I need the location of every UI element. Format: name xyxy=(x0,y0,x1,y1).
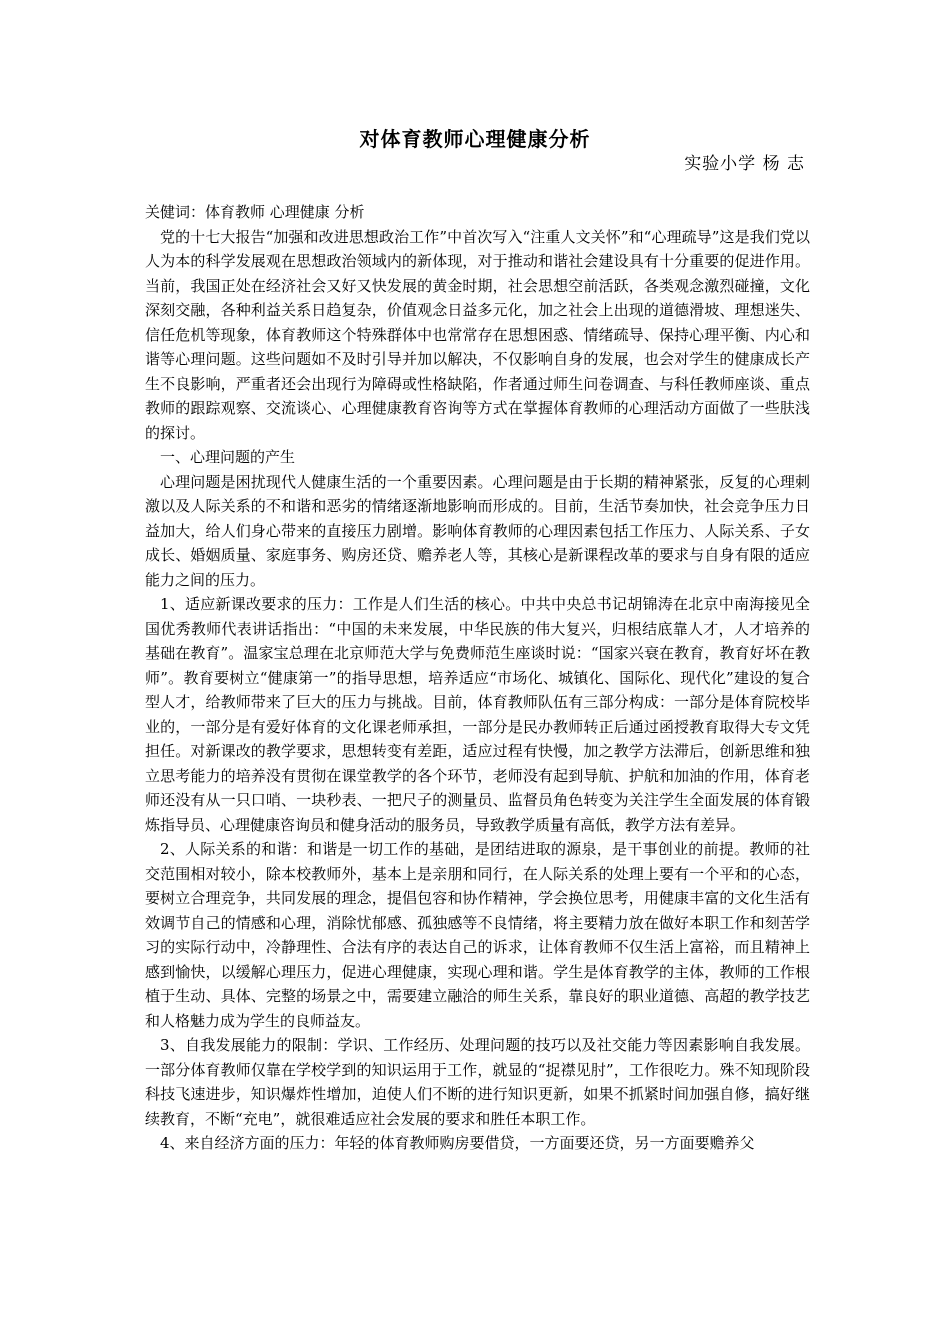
document-body xyxy=(145,200,810,1156)
paragraph: 1、适应新课改要求的压力：工作是人们生活的核心。中共中央总书记胡锦涛在北京中南海接见全国优秀教师代表讲话指出：“中国的未来发展，中华民族的伟大复兴，归根结底靠人才，人才培养的基础在教育”。温家宝总理在北京师范大学与免费师范生座谈时说：“国家兴衰在教育，教育好坏在教师”。教育要树立“健康第一”的指导思想，培养适应“市场化、城镇化、国际化、现代化”建设的复合型人才，给教师带来了巨大的压力与挑战。目前，体育教师队伍有三部分构成：一部分是体育院校毕业的，一部分是有爱好体育的文化课老师承担，一部分是民办教师转正后通过函授教育取得大专文凭担任。对新课改的教学要求，思想转变有差距，适应过程有快慢，加之教学方法滞后，创新思维和独立思考能力的培养没有贯彻在课堂教学的各个环节，老师没有起到导航、护航和加油的作用，体育老师还没有从一只口哨、一块秒表、一把尺子的测量员、监督员角色转变为关注学生全面发展的体育锻炼指导员、心理健康咨询员和健身活动的服务员，导致教学质量有高低，教学方法有差异。 xyxy=(145,595,810,834)
paragraph: 心理问题是困扰现代人健康生活的一个重要因素。心理问题是由于长期的精神紧张，反复的心理刺激以及人际关系的不和谐和恶劣的情绪逐渐地影响而形成的。目前，生活节奏加快，社会竞争压力日益加大，给人们身心带来的直接压力剧增。影响体育教师的心理因素包括工作压力、人际关系、子女成长、婚姻质量、家庭事务、购房还贷、赡养老人等，其核心是新课程改革的要求与自身有限的适应能力之间的压力。 xyxy=(145,472,810,589)
document-title: 对体育教师心理健康分析 xyxy=(359,127,591,151)
paragraph: 4、来自经济方面的压力：年轻的体育教师购房要借贷，一方面要还贷，另一方面要赡养父 xyxy=(160,1134,755,1152)
paragraph: 2、人际关系的和谐：和谐是一切工作的基础，是团结进取的源泉，是干事创业的前提。教师的社交范围相对较小，除本校教师外，基本上是亲朋和同行，在人际关系的处理上要有一个平和的心态，要树立合理竞争，共同发展的理念，提倡包容和协作精神，学会换位思考，用健康丰富的文化生活有效调节自己的情感和心理，消除忧郁感、孤独感等不良情绪，将主要精力放在做好本职工作和刻苦学习的实际行动中，冷静理性、合法有序的表达自己的诉求，让体育教师不仅生活上富裕，而且精神上感到愉快，以缓解心理压力，促进心理健康，实现心理和谐。学生是体育教学的主体，教师的工作根植于生动、具体、完整的场景之中，需要建立融洽的师生关系，靠良好的职业道德、高超的教学技艺和人格魅力成为学生的良师益友。 xyxy=(145,840,810,1030)
keywords-line: 关健词：体育教师 心理健康 分析 xyxy=(145,203,365,221)
document-author: 实验小学 杨 志 xyxy=(684,154,805,174)
section-heading: 一、心理问题的产生 xyxy=(160,448,296,466)
paragraph-intro: 党的十七大报告“加强和改进思想政治工作”中首次写入“注重人文关怀”和“心理疏导”这是我们党以人为本的科学发展观在思想政治领域内的新体现，对于推动和谐社会建设具有十分重要的促进作用。当前，我国正处在经济社会又好又快发展的黄金时期，社会思想空前活跃，各类观念激烈碰撞，文化深刻交融，各种利益关系日趋复杂，价值观念日益多元化，加之社会上出现的道德滑坡、理想迷失、信任危机等现象，体育教师这个特殊群体中也常常存在思想困惑、情绪疏导、保持心理平衡、内心和谐等心理问题。这些问题如不及时引导并加以解决，不仅影响自身的发展，也会对学生的健康成长产生不良影响，严重者还会出现行为障碍或性格缺陷，作者通过师生问卷调查、与科任教师座谈、重点教师的跟踪观察、交流谈心、心理健康教育咨询等方式在掌握体育教师的心理活动方面做了一些肤浅的探讨。 xyxy=(145,227,810,442)
paragraph: 3、自我发展能力的限制：学识、工作经历、处理问题的技巧以及社交能力等因素影响自我发展。一部分体育教师仅靠在学校学到的知识运用于工作，就显的“捉襟见肘”，工作很吃力。殊不知现阶段科技飞速进步，知识爆炸性增加，迫使人们不断的进行知识更新，如果不抓紧时间加强自修，搞好继续教育，不断“充电”，就很难适应社会发展的要求和胜任本职工作。 xyxy=(145,1036,810,1128)
